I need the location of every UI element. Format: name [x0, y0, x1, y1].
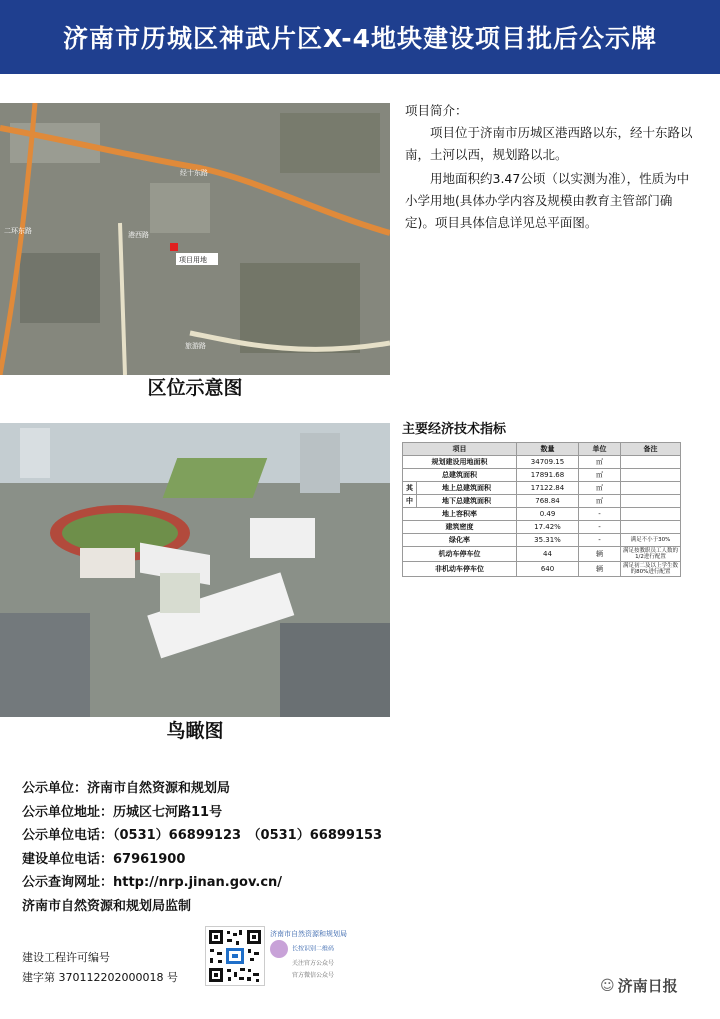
row-unit: ㎡ — [579, 495, 621, 508]
row-unit: 辆 — [579, 562, 621, 577]
row-note: 满足不小于30% — [621, 534, 681, 547]
row-label: 地上总建筑面积 — [417, 482, 517, 495]
row-note — [621, 482, 681, 495]
row-note: 满足初二及以上学生数的80%进行配置 — [621, 562, 681, 577]
aerial-view — [0, 423, 390, 717]
table-row — [403, 469, 681, 482]
row-note — [621, 521, 681, 534]
qr-brand: 济南市自然资源和规划局 — [270, 930, 347, 938]
permit-number: 建字第 370112202000018 号 — [22, 971, 178, 984]
permit-info — [22, 948, 178, 988]
builder-phone: 建设单位电话：67961900 — [22, 851, 186, 867]
qr-code-icon — [206, 927, 264, 985]
row-label: 地下总建筑面积 — [417, 495, 517, 508]
contact-address: 公示单位地址：历城区七河路11号 — [22, 804, 223, 820]
header-unit: 单位 — [579, 443, 621, 456]
intro-title: 项目简介： — [405, 103, 468, 118]
map-label-site: 项目用地 — [179, 256, 207, 264]
row-unit: ㎡ — [579, 482, 621, 495]
row-value: 34709.15 — [517, 456, 579, 469]
map-caption: 区位示意图 — [147, 377, 243, 399]
aerial-illustration — [0, 423, 390, 717]
contact-phone: 公示单位电话：（0531）66899123 （0531）66899153 — [22, 828, 383, 843]
row-value: 0.49 — [517, 508, 579, 521]
header-value: 数量 — [517, 443, 579, 456]
aerial-caption: 鸟瞰图 — [166, 720, 224, 742]
contact-info — [22, 777, 382, 918]
row-note — [621, 495, 681, 508]
watermark-text: 济南日报 — [617, 977, 678, 995]
row-value: 35.31% — [517, 534, 579, 547]
row-label: 规划建设用地面积 — [403, 456, 517, 469]
page-header — [0, 0, 720, 74]
qr-line2: 关注官方公众号 — [292, 960, 335, 967]
permit-label: 建设工程许可编号 — [22, 951, 110, 964]
row-label: 绿化率 — [403, 534, 517, 547]
row-label: 非机动车停车位 — [403, 562, 517, 577]
group-label-top: 其 — [403, 482, 417, 495]
row-value: 17891.68 — [517, 469, 579, 482]
table-row — [403, 547, 681, 562]
row-note — [621, 469, 681, 482]
map-label-road-north: 经十东路 — [180, 169, 208, 177]
row-label: 建筑密度 — [403, 521, 517, 534]
row-value: 17122.84 — [517, 482, 579, 495]
site-marker — [170, 243, 178, 251]
intro-paragraph-2: 用地面积约3.47公顷（以实测为准），性质为中小学用地(具体办学内容及规模由教育主管部门确定)。项目具体信息详见总平面图。 — [405, 171, 690, 230]
row-label: 机动车停车位 — [403, 547, 517, 562]
location-map — [0, 103, 390, 375]
map-illustration — [0, 103, 390, 375]
row-unit: ㎡ — [579, 469, 621, 482]
row-unit: - — [579, 508, 621, 521]
table-row — [403, 456, 681, 469]
map-label-road-south: 旅游路 — [185, 342, 206, 350]
row-value: 17.42% — [517, 521, 579, 534]
table-row — [403, 508, 681, 521]
table-row — [403, 482, 681, 495]
indicators-table — [402, 442, 681, 577]
contact-unit: 公示单位：济南市自然资源和规划局 — [22, 781, 231, 796]
table-header-row — [403, 443, 681, 456]
wechat-icon: ☺ — [600, 977, 615, 994]
page-title: 济南市历城区神武片区X-4地块建设项目批后公示牌 — [62, 24, 657, 53]
indicators-title: 主要经济技术指标 — [402, 422, 507, 437]
indicators-section — [402, 420, 680, 577]
map-label-road-left: 二环东路 — [4, 227, 32, 235]
row-unit: ㎡ — [579, 456, 621, 469]
qr-line3: 官方微信公众号 — [292, 972, 335, 979]
row-unit: - — [579, 521, 621, 534]
row-unit: 辆 — [579, 547, 621, 562]
header-item: 项目 — [403, 443, 517, 456]
table-row — [403, 534, 681, 547]
row-value: 640 — [517, 562, 579, 577]
table-row — [403, 521, 681, 534]
watermark — [600, 975, 678, 996]
row-label: 总建筑面积 — [403, 469, 517, 482]
table-row — [403, 495, 681, 508]
row-note — [621, 508, 681, 521]
row-unit: - — [579, 534, 621, 547]
map-label-road-west: 港西路 — [128, 231, 149, 239]
query-website[interactable]: 公示查询网址：http://nrp.jinan.gov.cn/ — [22, 875, 283, 890]
row-note — [621, 456, 681, 469]
table-row — [403, 562, 681, 577]
header-note: 备注 — [621, 443, 681, 456]
supervisor: 济南市自然资源和规划局监制 — [22, 898, 192, 914]
row-note: 满足按教职员工人数的1/2进行配置 — [621, 547, 681, 562]
row-label: 地上容积率 — [403, 508, 517, 521]
row-value: 768.84 — [517, 495, 579, 508]
group-label-bottom: 中 — [403, 495, 417, 508]
bureau-logo-icon — [270, 940, 288, 958]
qr-line1: 长按识别二维码 — [292, 945, 335, 953]
qr-code[interactable] — [205, 926, 265, 986]
intro-paragraph-1: 项目位于济南市历城区港西路以东，经十东路以南，土河以西，规划路以北。 — [405, 125, 693, 162]
project-intro — [405, 100, 700, 234]
row-value: 44 — [517, 547, 579, 562]
qr-panel — [270, 928, 365, 982]
